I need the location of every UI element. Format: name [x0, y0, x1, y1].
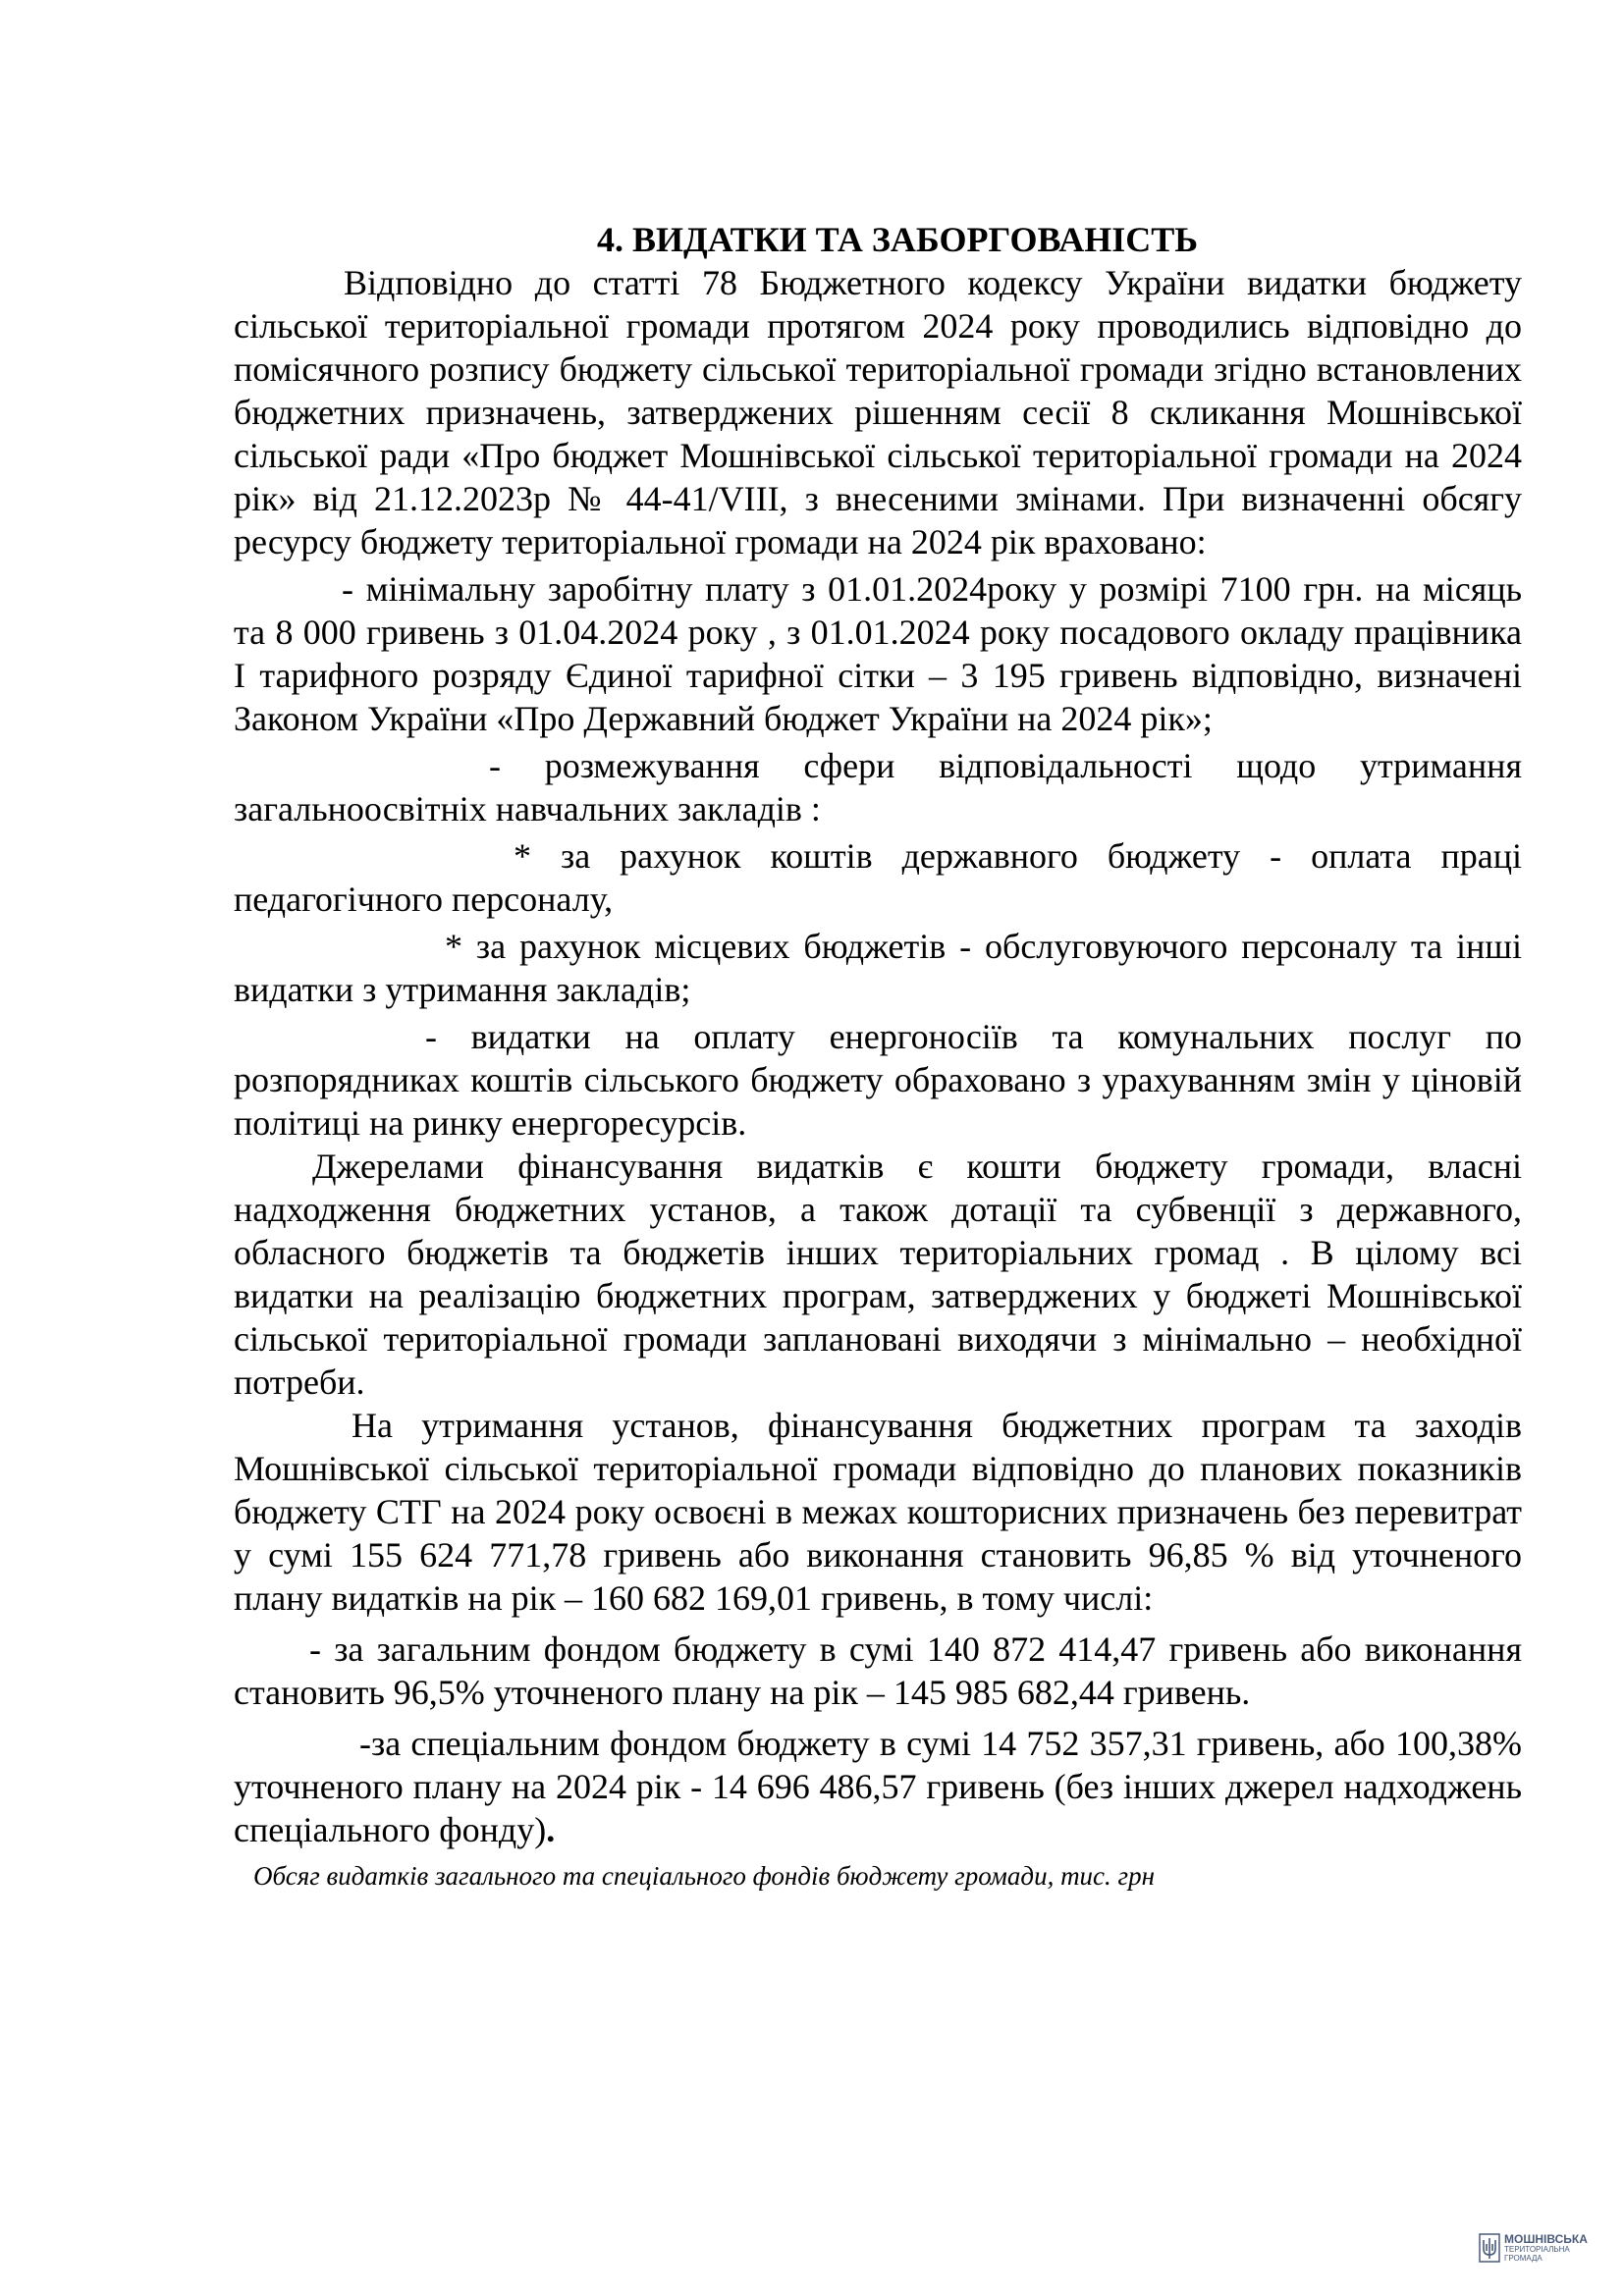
paragraph-funding-sources: Джерелами фінансування видатків є кошти бюджету громади, власні надходження бюджетних установ, а також дотації та субвенції з державного, обласного бюджетів та бюджетів інших територіальних громад . В цілому всі видатки на реалізацію бюджетних програм, затверджених у бюджеті Мошнівської сільської територіальної громади заплановані виходячи з мінімально – необхідної потреби. — [234, 1147, 1522, 1402]
trident-icon — [1479, 2233, 1500, 2263]
paragraph-local-budget: * за рахунок місцевих бюджетів - обслуговуючого персоналу та інші видатки з утримання закладів; — [234, 927, 1522, 1009]
paragraph-general-fund: - за загальним фондом бюджету в сумі 140 872 414,47 гривень або виконання становить 96,5% уточненого плану на рік – 145 985 682,44 гривень. — [234, 1629, 1522, 1712]
paragraph-execution: На утримання установ, фінансування бюджетних програм та заходів Мошнівської сільської територіальної громади відповідно до планових показників бюджету СТГ на 2024 року освоєні в межах кошторисних призначень без перевитрат у сумі 155 624 771,78 гривень або виконання становить 96,85 % від уточненого плану видатків на рік – 160 682 169,01 гривень, в тому числі: — [234, 1406, 1522, 1618]
logo-line-2: ТЕРИТОРІАЛЬНА — [1504, 2245, 1570, 2254]
paragraph-energy: - видатки на оплату енергоносіїв та комунальних послуг по розпорядниках коштів сільського бюджету обраховано з урахуванням змін у ціновій політиці на ринку енергоресурсів. — [234, 1017, 1522, 1143]
paragraph-responsibility: - розмежування сфери відповідальності щодо утримання загальноосвітніх навчальних закладів : — [234, 746, 1522, 828]
special-fund-text: -за спеціальним фондом бюджету в сумі 14 752 357,31 гривень, або 100,38% уточненого плану на 2024 рік - 14 696 486,57 гривень (без інших джерел надходжень спеціального фонду) — [234, 1724, 1522, 1849]
paragraph-budget-code: Відповідно до статті 78 Бюджетного кодексу України видатки бюджету сільської територіальної громади протягом 2024 року проводились відповідно до помісячного розпису бюджету сільської територіальної громади згідно встановлених бюджетних призначень, затверджених рішенням сесії 8 скликання Мошнівської сільської ради «Про бюджет Мошнівської сільської територіальної громади на 2024 рік» від 21.12.2023р № 44-41/VIII, з внесеними змінами. При визначенні обсягу ресурсу бюджету територіальної громади на 2024 рік враховано: — [234, 263, 1522, 561]
paragraph-special-fund — [234, 1722, 1522, 1851]
community-logo — [1479, 2233, 1588, 2263]
paragraph-minimum-wage: - мінімальну заробітну плату з 01.01.2024року у розмірі 7100 грн. на місяць та 8 000 гривень з 01.04.2024 року , з 01.01.2024 року посадового окладу працівника І тарифного розряду Єдиної тарифної сітки – 3 195 гривень відповідно, визначені Законом України «Про Державний бюджет України на 2024 рік»; — [234, 569, 1522, 738]
paragraph-state-budget: * за рахунок коштів державного бюджету - оплата праці педагогічного персоналу, — [234, 836, 1522, 919]
document-body — [234, 218, 1522, 1919]
chart-caption: Обсяг видатків загального та спеціального фондів бюджету громади, тис. грн — [253, 1861, 1155, 1891]
section-title: 4. ВИДАТКИ ТА ЗАБОРГОВАНІСТЬ — [596, 220, 1199, 259]
logo-text — [1504, 2233, 1588, 2263]
special-fund-period: . — [546, 1810, 556, 1849]
logo-line-3: ГРОМАДА — [1504, 2254, 1543, 2263]
logo-line-1: МОШНІВСЬКА — [1504, 2232, 1588, 2246]
